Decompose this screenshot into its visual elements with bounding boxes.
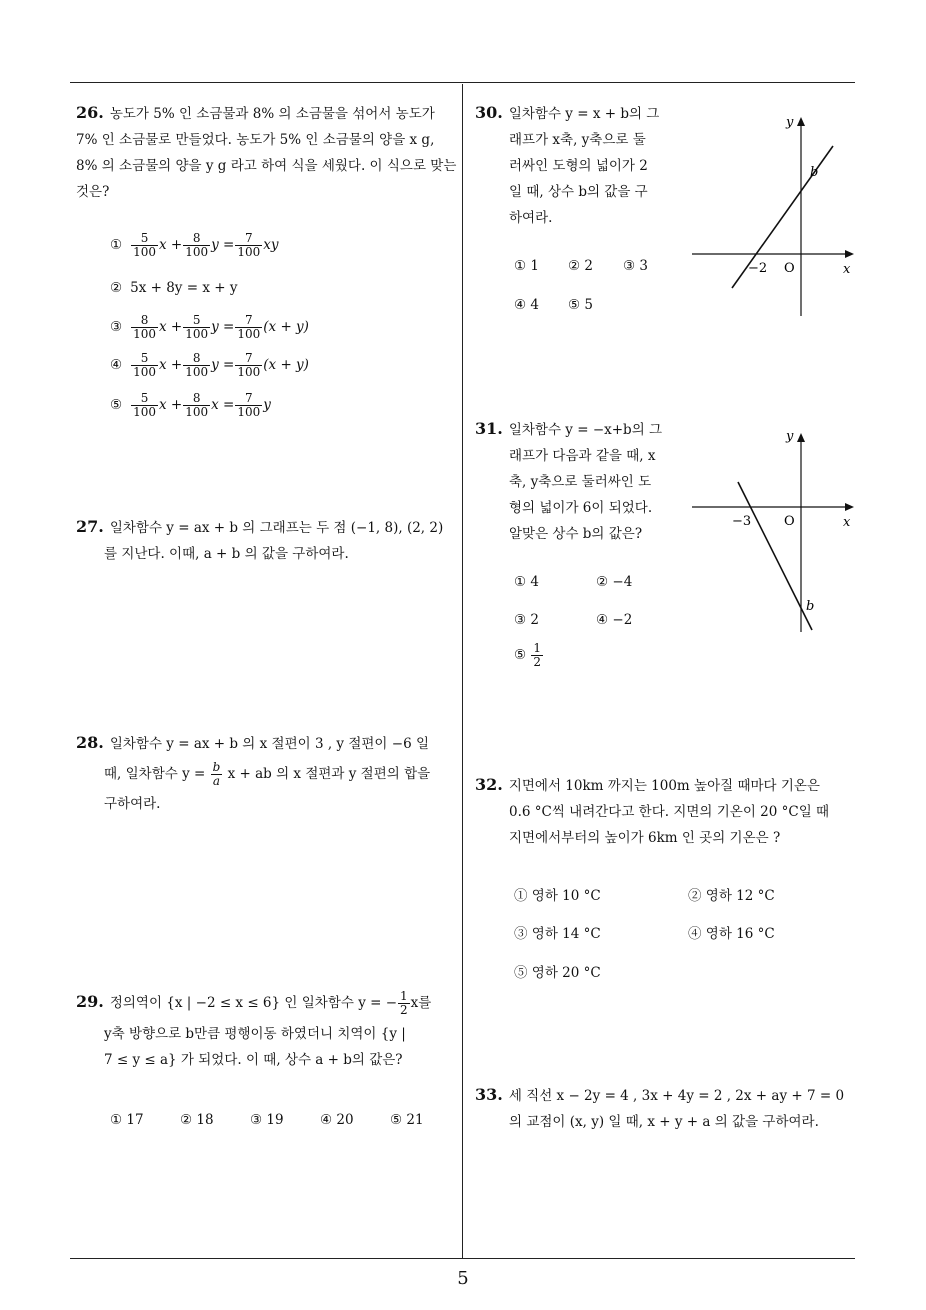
q32-option-1[interactable]: ① 영하 10 °C [514,888,601,904]
fraction-one-half: $\frac{1}{2}$ [400,989,408,1017]
x-axis-arrow-icon [845,250,854,258]
question-text-line3: 구하여라. [104,796,161,812]
x-intercept-label: −3 [732,514,752,529]
question-31 [475,416,685,547]
question-text: 농도가 5% 인 소금물과 8% 의 소금물을 섞어서 농도가 7% 인 소금물로 만들었다. 농도가 5% 인 소금물의 양을 x g, 8% 의 소금물의 양을 y g 라고 하여 식을 세웠다. 이 식으로 맞는 것은? [76,106,457,200]
q30-option-4[interactable]: ④ 4 [514,297,539,313]
question-number: 27. [76,517,104,536]
q26-option-1[interactable]: ① $\frac{5}{100}$ x + $\frac{8}{100}$ y = $\frac{7}{100}$ xy [110,231,279,259]
q29-option-4[interactable]: ④ 20 [320,1112,354,1128]
question-text-line2: 0.6 °C씩 내려간다고 한다. 지면의 기온이 20 °C일 때 [509,804,830,820]
q31-option-3[interactable]: ③ 2 [514,612,539,628]
question-text-line1a: 정의역이 {x | −2 ≤ x ≤ 6} 인 일차함수 y = − [109,995,398,1011]
question-text-line2a: 때, 일차함수 y = [104,766,206,782]
question-text-line1: 지면에서 10km 까지는 100m 높아질 때마다 기온은 [508,778,820,794]
question-32 [475,772,860,851]
y-axis-label: y [786,429,794,444]
question-text-line: 일 때, 상수 b의 값을 구 [509,184,648,200]
bottom-rule [70,1258,855,1259]
question-text-line2b: x + ab 의 x 절편과 y 절편의 합을 [227,766,431,782]
fraction: $\frac{7}{100}$ [237,391,261,419]
question-text-line: 일차함수 y = −x+b의 그 [508,422,663,438]
question-text-line: 하여라. [509,210,553,226]
fraction-b-over-a: $\frac{b}{a}$ [212,760,221,788]
x-axis-label: x [843,262,851,277]
fraction: $\frac{7}{100}$ [237,313,261,341]
fraction: $\frac{7}{100}$ [237,351,261,379]
question-text-line1b: x를 [410,995,432,1011]
question-33 [475,1082,860,1135]
question-text-line: 래프가 x축, y축으로 둘 [509,132,646,148]
question-text-line: 알맞은 상수 b의 값은? [509,526,643,542]
q30-option-1[interactable]: ① 1 [514,258,539,274]
question-number: 32. [475,775,503,794]
y-intercept-label: b [806,599,815,614]
fraction: $\frac{5}{100}$ [133,351,157,379]
fraction: $\frac{8}{100}$ [185,231,209,259]
question-text-line: 래프가 다음과 같을 때, x [509,448,656,464]
q30-option-5[interactable]: ⑤ 5 [568,297,593,313]
fraction-one-half: $\frac{1}{2}$ [533,641,542,669]
q32-option-5[interactable]: ⑤ 영하 20 °C [514,965,601,981]
q31-option-5[interactable]: ⑤ $\frac{1}{2}$ [514,641,542,669]
question-number: 33. [475,1085,503,1104]
x-axis-arrow-icon [845,503,854,511]
fraction: $\frac{5}{100}$ [133,391,157,419]
q26-option-4[interactable]: ④ $\frac{5}{100}$ x + $\frac{8}{100}$ y = $\frac{7}{100}$ (x + y) [110,351,309,379]
question-text-line2: y축 방향으로 b만큼 평행이동 하였더니 치역이 {y | [104,1026,406,1042]
question-text-line: 일차함수 y = x + b의 그 [508,106,660,122]
question-text-line: 러싸인 도형의 넓이가 2 [509,158,648,174]
fraction: $\frac{8}{100}$ [133,313,157,341]
question-text-line3: 7 ≤ y ≤ a} 가 되었다. 이 때, 상수 a + b의 값은? [104,1052,403,1068]
question-number: 31. [475,419,503,438]
q26-option-5[interactable]: ⑤ $\frac{5}{100}$ x + $\frac{8}{100}$ x = $\frac{7}{100}$ y [110,391,271,419]
q32-option-3[interactable]: ③ 영하 14 °C [514,926,601,942]
origin-label: O [784,261,795,276]
q31-option-1[interactable]: ① 4 [514,574,539,590]
q31-option-4[interactable]: ④ −2 [596,612,633,628]
fraction: $\frac{5}{100}$ [185,313,209,341]
q30-graph [690,108,860,320]
q30-option-2[interactable]: ② 2 [568,258,593,274]
question-text-line1: 세 직선 x − 2y = 4 , 3x + 4y = 2 , 2x + ay + 7 = 0 [508,1088,845,1104]
fraction: $\frac{8}{100}$ [185,391,209,419]
question-text-line: 형의 넓이가 6이 되었다. [509,500,653,516]
page-number: 5 [457,1268,469,1289]
q32-option-4[interactable]: ④ 영하 16 °C [688,926,775,942]
q31-option-2[interactable]: ② −4 [596,574,633,590]
question-27 [76,514,462,567]
q29-option-3[interactable]: ③ 19 [250,1112,284,1128]
q29-option-1[interactable]: ① 17 [110,1112,144,1128]
y-axis-arrow-icon [797,117,805,126]
x-axis-label: x [843,515,851,530]
question-28 [76,730,462,817]
question-29 [76,984,462,1073]
question-text-line: 축, y축으로 둘러싸인 도 [509,474,652,490]
y-axis-label: y [786,115,794,130]
q29-option-2[interactable]: ② 18 [180,1112,214,1128]
top-rule [70,82,855,83]
question-text-line1: 일차함수 y = ax + b 의 x 절편이 3 , y 절편이 −6 일 [109,736,429,752]
x-intercept-label: −2 [748,261,768,276]
y-intercept-label: b [810,165,819,180]
q26-option-3[interactable]: ③ $\frac{8}{100}$ x + $\frac{5}{100}$ y = $\frac{7}{100}$ (x + y) [110,313,309,341]
question-text-line2: 의 교점이 (x, y) 일 때, x + y + a 의 값을 구하여라. [509,1114,819,1130]
question-number: 26. [76,103,104,122]
question-text-line1: 일차함수 y = ax + b 의 그래프는 두 점 (−1, 8), (2, 2) [109,520,444,536]
question-text-line3: 지면에서부터의 높이가 6km 인 곳의 기온은 ? [509,830,781,846]
question-26 [76,100,458,205]
origin-label: O [784,514,795,529]
fraction: $\frac{7}{100}$ [237,231,261,259]
question-number: 28. [76,733,104,752]
q32-option-2[interactable]: ② 영하 12 °C [688,888,775,904]
question-number: 29. [76,992,104,1011]
question-text-line2: 를 지난다. 이때, a + b 의 값을 구하여라. [104,546,349,562]
q29-option-5[interactable]: ⑤ 21 [390,1112,424,1128]
question-number: 30. [475,103,503,122]
q26-option-2[interactable]: ② 5x + 8y = x + y [110,280,238,296]
fraction: $\frac{8}{100}$ [185,351,209,379]
question-30 [475,100,685,231]
y-axis-arrow-icon [797,433,805,442]
column-divider [462,84,463,1258]
fraction: $\frac{5}{100}$ [133,231,157,259]
q30-option-3[interactable]: ③ 3 [623,258,648,274]
q31-graph [690,424,860,636]
